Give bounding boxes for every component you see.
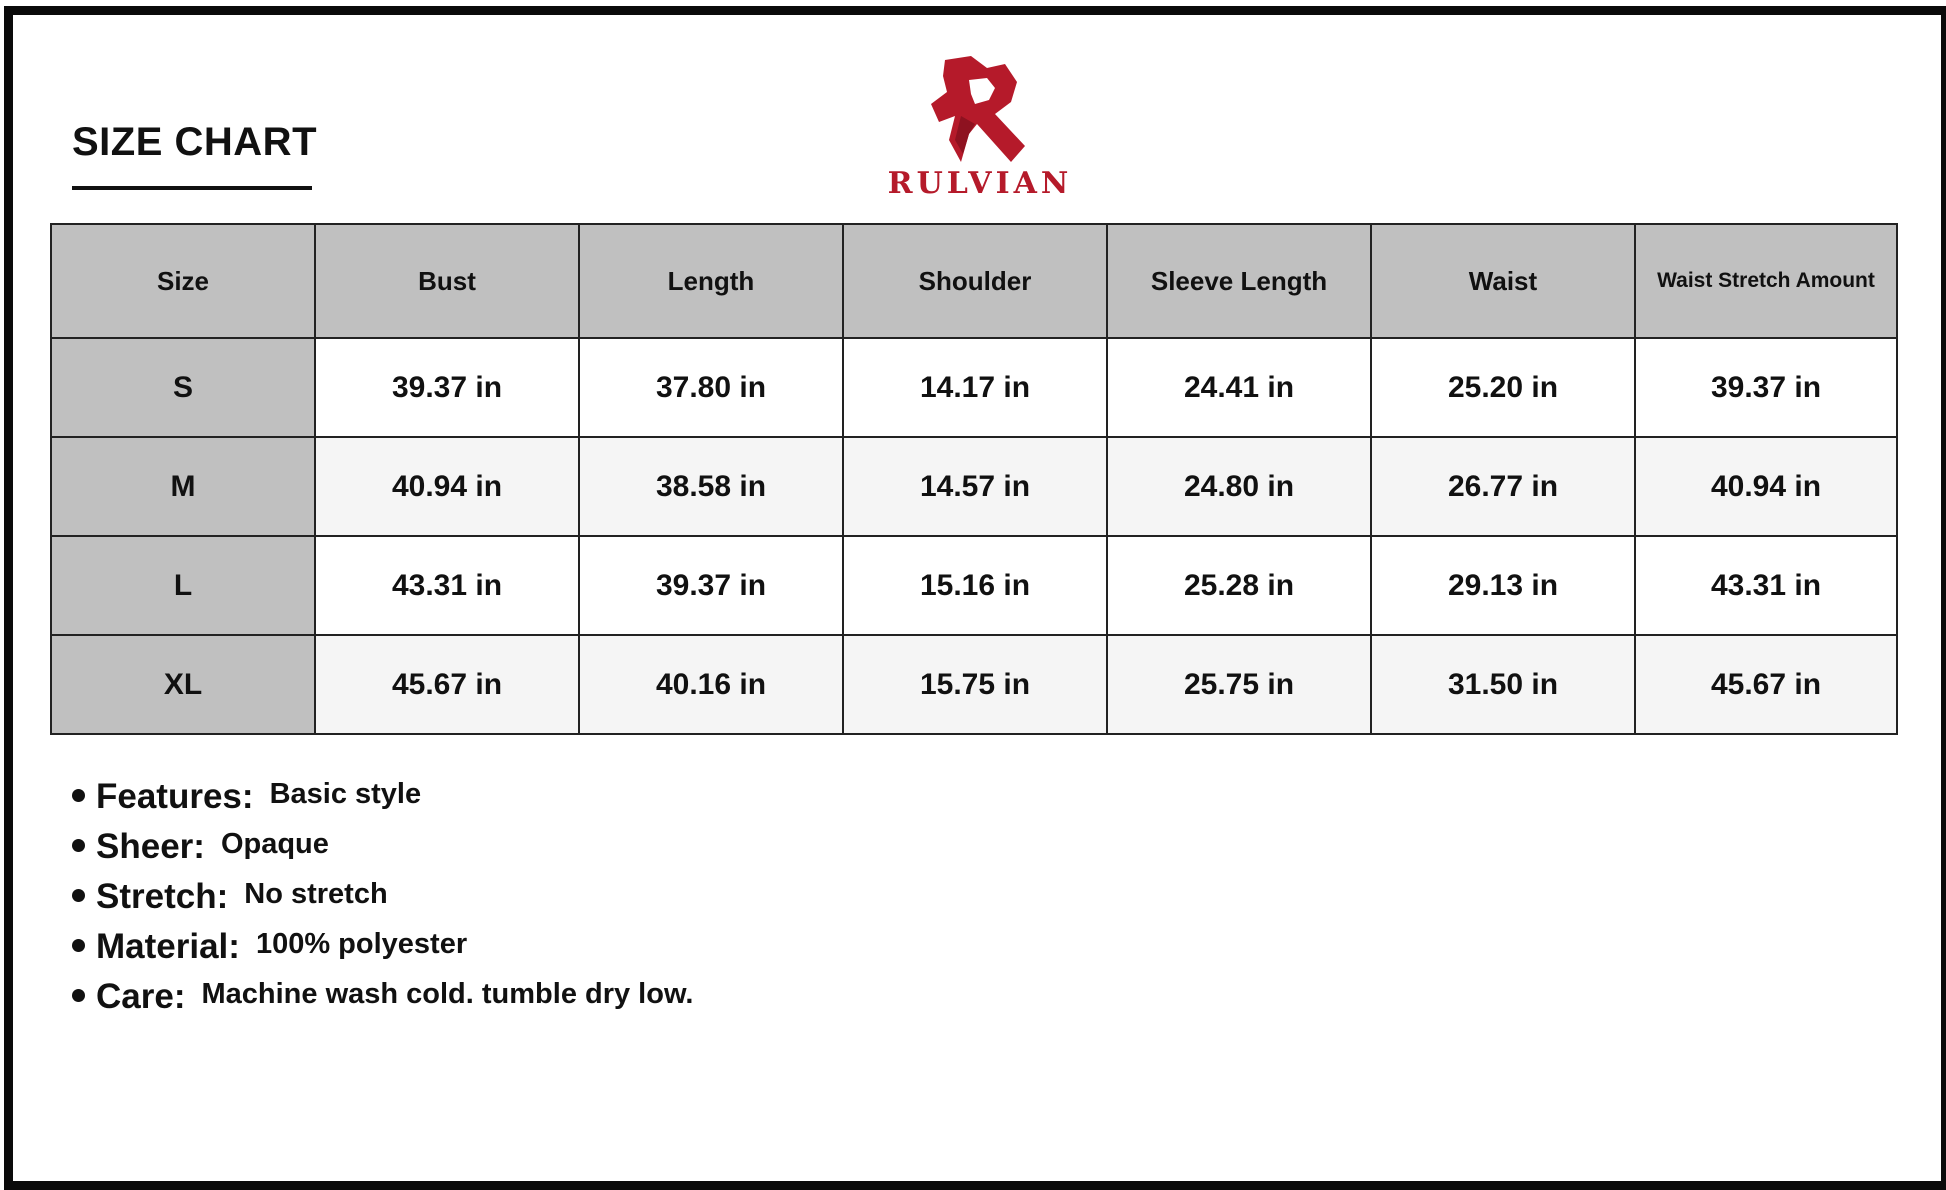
shoulder-cell: 14.57 in — [843, 437, 1107, 536]
bullet-icon — [72, 789, 85, 802]
table-header-row — [51, 224, 1897, 338]
table-row — [51, 437, 1897, 536]
column-header-sleeve-length: Sleeve Length — [1107, 224, 1371, 338]
feature-label: Material: — [96, 927, 240, 966]
column-header-size: Size — [51, 224, 315, 338]
waist-stretch-cell: 45.67 in — [1635, 635, 1897, 734]
waist-cell: 31.50 in — [1371, 635, 1635, 734]
size-cell: S — [51, 338, 315, 437]
shoulder-cell: 15.16 in — [843, 536, 1107, 635]
length-cell: 37.80 in — [579, 338, 843, 437]
list-item — [72, 822, 694, 872]
sleeve-length-cell: 25.28 in — [1107, 536, 1371, 635]
size-cell: XL — [51, 635, 315, 734]
length-cell: 38.58 in — [579, 437, 843, 536]
list-item — [72, 872, 694, 922]
feature-label: Stretch: — [96, 877, 229, 916]
size-table — [50, 223, 1898, 735]
column-header-shoulder: Shoulder — [843, 224, 1107, 338]
shoulder-cell: 15.75 in — [843, 635, 1107, 734]
table-row — [51, 536, 1897, 635]
page-title: SIZE CHART — [72, 120, 317, 164]
sleeve-length-cell: 25.75 in — [1107, 635, 1371, 734]
bust-cell: 43.31 in — [315, 536, 579, 635]
bust-cell: 39.37 in — [315, 338, 579, 437]
feature-list — [72, 772, 694, 1022]
column-header-length: Length — [579, 224, 843, 338]
waist-cell: 29.13 in — [1371, 536, 1635, 635]
size-cell: L — [51, 536, 315, 635]
feature-label: Features: — [96, 777, 254, 816]
feature-value: Opaque — [220, 827, 329, 860]
feature-value: No stretch — [244, 877, 388, 910]
waist-cell: 26.77 in — [1371, 437, 1635, 536]
shoulder-cell: 14.17 in — [843, 338, 1107, 437]
bullet-icon — [72, 839, 85, 852]
brand-name: RULVIAN — [887, 166, 1073, 201]
list-item — [72, 972, 694, 1022]
sleeve-length-cell: 24.41 in — [1107, 338, 1371, 437]
feature-value: 100% polyester — [255, 927, 468, 960]
column-header-waist-stretch: Waist Stretch Amount — [1635, 224, 1897, 338]
size-cell: M — [51, 437, 315, 536]
bullet-icon — [72, 889, 85, 902]
bust-cell: 45.67 in — [315, 635, 579, 734]
column-header-waist: Waist — [1371, 224, 1635, 338]
list-item — [72, 772, 694, 822]
bullet-icon — [72, 989, 85, 1002]
feature-label: Sheer: — [96, 827, 205, 866]
brand-logo — [870, 48, 1090, 208]
bust-cell: 40.94 in — [315, 437, 579, 536]
waist-stretch-cell: 40.94 in — [1635, 437, 1897, 536]
length-cell: 40.16 in — [579, 635, 843, 734]
waist-cell: 25.20 in — [1371, 338, 1635, 437]
table-row — [51, 338, 1897, 437]
bullet-icon — [72, 939, 85, 952]
waist-stretch-cell: 43.31 in — [1635, 536, 1897, 635]
sleeve-length-cell: 24.80 in — [1107, 437, 1371, 536]
waist-stretch-cell: 39.37 in — [1635, 338, 1897, 437]
feature-value: Machine wash cold. tumble dry low. — [201, 977, 694, 1010]
feature-value: Basic style — [269, 777, 422, 810]
column-header-bust: Bust — [315, 224, 579, 338]
length-cell: 39.37 in — [579, 536, 843, 635]
list-item — [72, 922, 694, 972]
table-row — [51, 635, 1897, 734]
title-underline — [72, 186, 312, 190]
feature-label: Care: — [96, 977, 186, 1016]
stylized-r-logo-icon — [925, 54, 1035, 166]
